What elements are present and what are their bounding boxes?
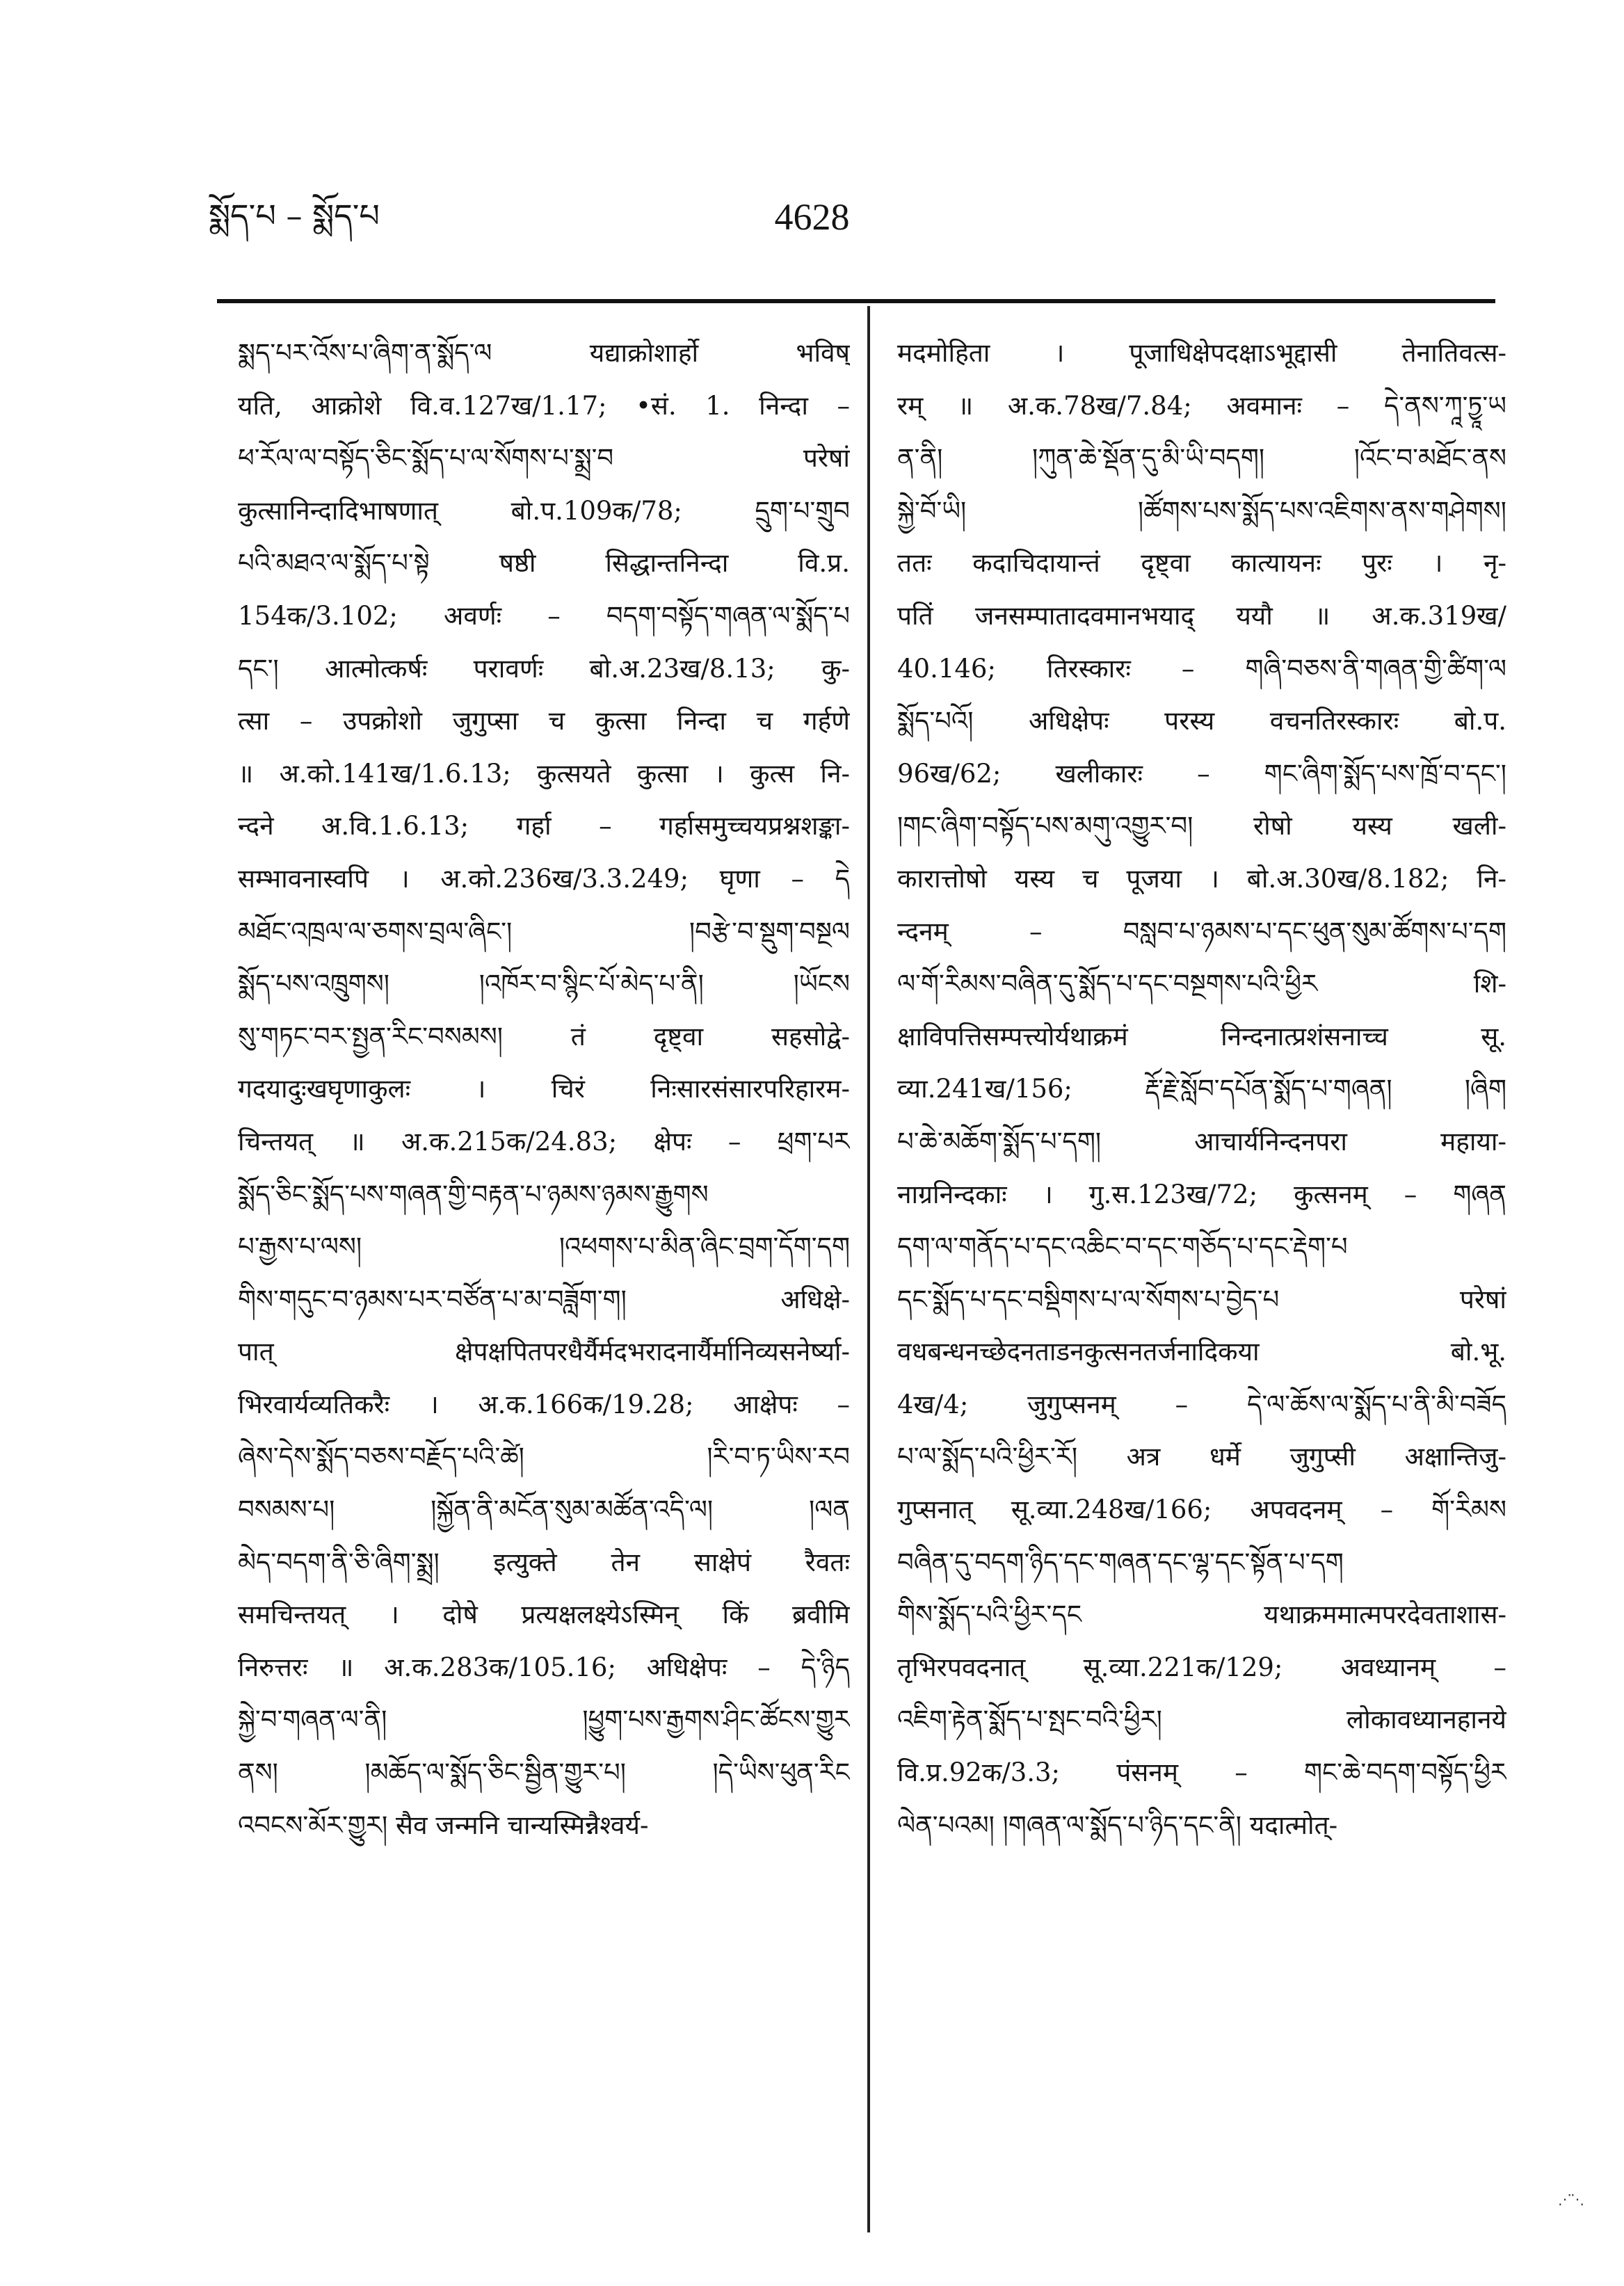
text-line: कारात्तोषो यस्य च पूजया । बो.अ.30ख/8.182; नि- (897, 863, 1506, 894)
text-line: वि.प्र.92क/3.3; पंसनम् – གང་ཆེ་བདག་བསྟོད་ཕྱིར (897, 1757, 1506, 1788)
text-line: སྨད་པར་འོས་པ་ཞིག་ན་སྨོད་ལ यद्याक्रोशार्हो भविष् (238, 338, 850, 368)
page-number: 4628 (774, 196, 850, 238)
text-line: 40.146; तिरस्कारः – གཞི་བཅས་ནི་གཞན་གྱི་ཚིག་ལ (897, 653, 1506, 684)
text-line: །གང་ཞིག་བསྟོད་པས་མགུ་འགྱུར་བ། रोषो यस्य खली- (897, 811, 1506, 842)
text-line: निरुत्तरः ॥ अ.क.283क/105.16; अधिक्षेपः – དེ་ཉིད (238, 1652, 850, 1682)
text-line: མཐོང་འཁྲལ་ལ་ཅགས་བྲལ་ཞིང་། །བརྩེ་བ་སྡུག་བསྔལ (238, 916, 850, 947)
text-line: सम्भावनास्वपि । अ.को.236ख/3.3.249; घृणा – དེ (238, 863, 850, 894)
text-line: དང་། आत्मोत्कर्षः परावर्णः बो.अ.23ख/8.13; कु- (238, 653, 850, 684)
text-line: སྨོད་པས་འཁྲུགས། །འཁོར་བ་སྙིང་པོ་མེད་པ་ནི། །ཡོངས (238, 969, 850, 999)
text-line: ན་ནི། །ཀུན་ཆེ་སྡོན་དུ་མི་ཡི་བདག། །འོང་བ་མཐོང་ནས (897, 443, 1506, 474)
text-line: नाग्रनिन्दकाः । गु.स.123ख/72; कुत्सनम् – གཞན (897, 1179, 1506, 1209)
text-line: བཞིན་དུ་བདག་ཉིད་དང་གཞན་དང་ལྷ་དང་སྟོན་པ་དག (897, 1547, 1344, 1577)
text-line: समचिन्तयत् । दोषे प्रत्यक्षलक्ष्येऽस्मिन् किं ब्रवीमि (238, 1600, 850, 1630)
text-line: པ་ཆེ་མཆོག་སྨོད་པ་དག། आचार्यनिन्दनपरा महाया- (897, 1126, 1506, 1157)
text-line: མེད་བདག་ནི་ཅི་ཞིག་སྨྲ། इत्युक्ते तेन साक्षेपं रैवतः (238, 1547, 850, 1577)
text-line: དག་ལ་གནོད་པ་དང་འཆིང་བ་དང་གཅོད་པ་དང་རྡེག་པ (897, 1232, 1348, 1262)
text-line: यति, आक्रोशे वि.व.127ख/1.17; •सं. 1. निन्दा – (238, 390, 850, 421)
text-line: ལ་གོ་རིམས་བཞིན་དུ་སྨོད་པ་དང་བསྔགས་པའི་ཕྱིར शि- (897, 969, 1506, 999)
text-line: ཕ་རོལ་ལ་བསྟོད་ཅིང་སྨོད་པ་ལ་སོགས་པ་སྨྲ་བ परेषां (238, 443, 850, 474)
text-line: ततः कदाचिदायान्तं दृष्ट्वा कात्यायनः पुरः । नृ- (897, 548, 1506, 579)
text-line: ལེན་པའམ། །གཞན་ལ་སྨོད་པ་ཉིད་དང་ནི། यदात्मोत्- (897, 1810, 1338, 1840)
text-line: न्दने अ.वि.1.6.13; गर्हा – गर्हासमुच्चयप्रश्नशङ्का- (238, 811, 850, 842)
header-rule (217, 299, 1495, 303)
text-line: क्षाविपत्तिसम्पत्त्योर्यथाक्रमं निन्दनात्प्रशंसनाच्च सू. (897, 1021, 1506, 1052)
text-line: पतिं जनसम्पातादवमानभयाद् ययौ ॥ अ.क.319ख/ (897, 600, 1506, 631)
text-line: སྨོད་པའོ། अधिक्षेपः परस्य वचनतिरस्कारः बो.प. (897, 706, 1506, 736)
right-column (897, 327, 1506, 1851)
text-line: गदयादुःखघृणाकुलः । चिरं निःसारसंसारपरिहारम- (238, 1074, 850, 1104)
text-line: 154क/3.102; अवर्णः – བདག་བསྟོད་གཞན་ལ་སྨོད་པ (238, 600, 850, 631)
text-line: मदमोहिता । पूजाधिक्षेपदक्षाऽभूद्दासी तेनातिवत्स- (897, 338, 1506, 368)
text-line: भिरवार्यव्यतिकरैः । अ.क.166क/19.28; आक्षेपः – (238, 1389, 850, 1419)
text-line: སུ་གཏང་བར་སྤྱན་རིང་བསམས། तं दृष्ट्वा सहसोद्वे- (238, 1021, 850, 1052)
text-line: 4ख/4; जुगुप्सनम् – དེ་ལ་ཆོས་ལ་སྨོད་པ་ནི་མི་བཟོད (897, 1389, 1506, 1419)
text-line: कुत्सानिन्दादिभाषणात् बो.प.109क/78; དྲུག་པ་གྲུབ (238, 495, 850, 526)
text-line: तृभिरपवदनात् सू.व्या.221क/129; अवध्यानम् – (897, 1652, 1506, 1682)
running-head: སྨོད་པ – སྨོད་པ (209, 197, 380, 234)
text-line: པ་རྒྱས་པ་ལས། །འཕགས་པ་མིན་ཞིང་བྲག་དོག་དག (238, 1232, 850, 1262)
text-line: དང་སྨོད་པ་དང་བསྡིགས་པ་ལ་སོགས་པ་བྱེད་པ परेषां (897, 1284, 1506, 1314)
left-column (238, 327, 850, 1851)
text-line: སྨོད་ཅིང་སྨོད་པས་གཞན་གྱི་བརྟན་པ་ཉམས་ཉམས་རྒྱུགས (238, 1179, 709, 1209)
text-line: གིས་གདུང་བ་ཉམས་པར་བཙོན་པ་མ་བཟློག་ག། अधिक्षे- (238, 1284, 850, 1314)
text-line: गुप्सनात् सू.व्या.248ख/166; अपवदनम् – གོ་རིམས (897, 1495, 1506, 1525)
text-line: གིས་སྨོད་པའི་ཕྱིར་དང यथाक्रममात्मपरदेवताशास- (897, 1600, 1506, 1630)
text-line: चिन्तयत् ॥ अ.क.215क/24.83; क्षेपः – ཕྲག་པར (238, 1126, 850, 1157)
text-line: ॥ अ.को.141ख/1.6.13; कुत्सयते कुत्सा । कुत्स नि- (238, 758, 850, 789)
text-line: པའི་མཐའ་ལ་སྨོད་པ་སྟེ षष्ठी सिद्धान्तनिन्दा वि.प्र. (238, 548, 850, 579)
text-line: བསམས་པ། །སྐྱོན་ནི་མངོན་སུམ་མཚོན་འདི་ལ། །ལན (238, 1495, 850, 1525)
text-line: न्दनम् – བསླབ་པ་ཉམས་པ་དང་ཕུན་སུམ་ཚོགས་པ་དག (897, 916, 1506, 947)
text-line: ཞེས་དེས་སྨོད་བཅས་བརྗོད་པའི་ཚེ། །རི་བ་ཏ་ཡིས་རབ (238, 1442, 850, 1472)
text-line: रम् ॥ अ.क.78ख/7.84; अवमानः – དེ་ནས་ཀཱ་ཏྱཱ་ཡ (897, 390, 1506, 421)
text-line: 96ख/62; खलीकारः – གང་ཞིག་སྨོད་པས་ཁྲོ་བ་དང་། (897, 758, 1506, 789)
text-line: འབངས་མོར་གྱུར། सैव जन्मनि चान्यस्मिन्नैश्वर्य- (238, 1810, 649, 1840)
text-line: वधबन्धनच्छेदनताडनकुत्सनतर्जनादिकया बो.भू. (897, 1337, 1506, 1367)
corner-mark: ⋰⋱ (1558, 2191, 1583, 2207)
text-line: पात् क्षेपक्षपितपरधैर्यैर्मदभरादनार्यैर्मानिव्यसनेर्ष्या- (238, 1337, 850, 1367)
text-line: སྐྱེ་བ་གཞན་ལ་ནི། །ཕྱུག་པས་རྒྱགས་ཤིང་ཚོངས་གྱུར (238, 1705, 850, 1735)
text-line: व्या.241ख/156; རྡོ་རྗེ་སློབ་དཔོན་སྨོད་པ་གཞན། །ཞིག (897, 1074, 1506, 1104)
text-line: त्सा – उपक्रोशो जुगुप्सा च कुत्सा निन्दा च गर्हणे (238, 706, 850, 736)
text-line: འཇིག་རྟེན་སྨོད་པ་སྤང་བའི་ཕྱིར། लोकावध्यानहानये (897, 1705, 1506, 1735)
text-line: པ་ལ་སྨོད་པའི་ཕྱིར་རོ། अत्र धर्मे जुगुप्सी अक्षान्तिजु- (897, 1442, 1506, 1472)
text-line: སྐྱེ་བོ་ཡི། །ཚོགས་པས་སྨོད་པས་འཇིགས་ནས་གཤེགས། (897, 495, 1506, 526)
column-divider (867, 306, 870, 2232)
text-line: ནས། །མཆོད་ལ་སྨོད་ཅིང་སྦྱིན་གྱུར་པ། །དེ་ཡིས་ཕུན་རིང (238, 1757, 850, 1788)
